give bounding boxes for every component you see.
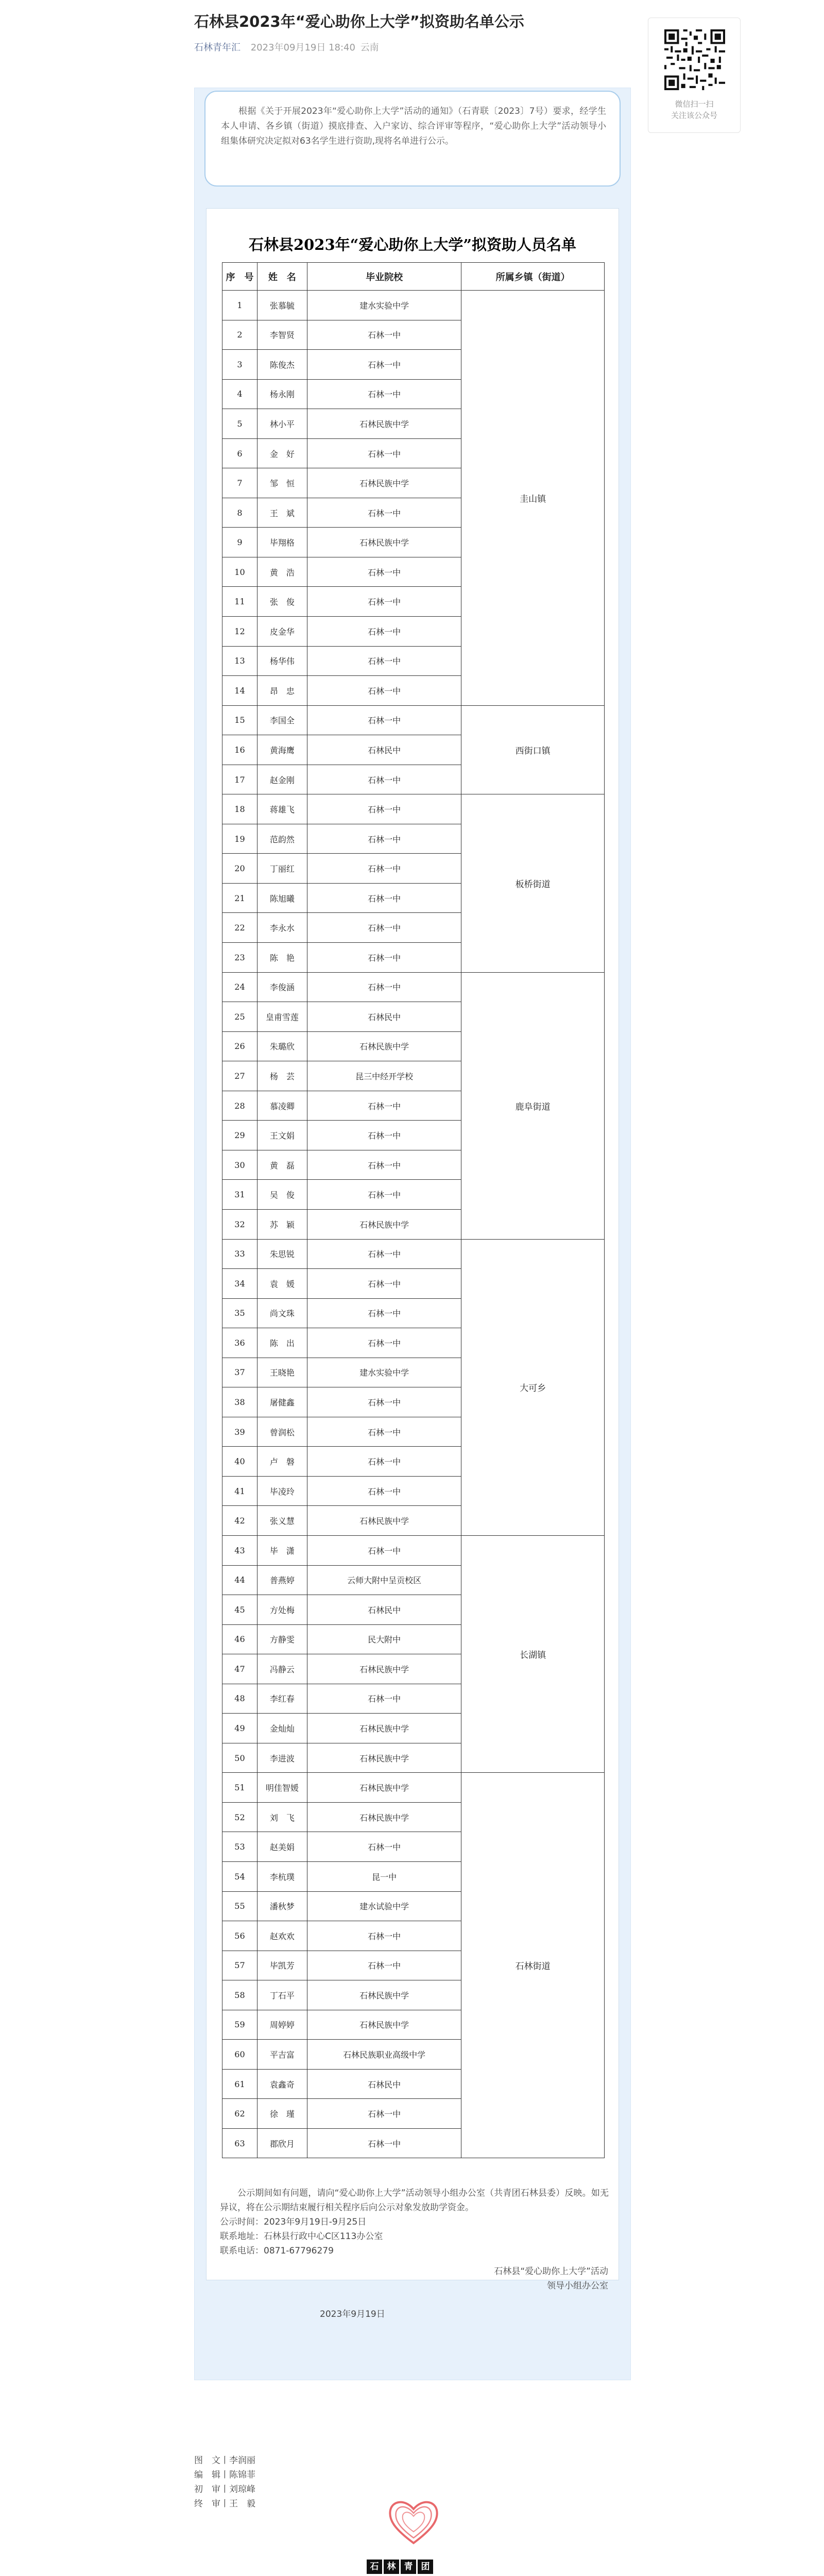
qr-caption-scan: 微信扫一扫 — [675, 99, 714, 109]
brand-char: 青 — [401, 2560, 416, 2574]
name-cell: 李杭璞 — [257, 1861, 307, 1891]
school-cell: 民大附中 — [307, 1624, 461, 1654]
index-cell: 23 — [222, 943, 258, 973]
name-cell: 张慕毓 — [257, 291, 307, 320]
notice-period: 公示时间：2023年9月19日-9月25日 — [220, 2217, 367, 2227]
school-cell: 石林一中 — [307, 1239, 461, 1269]
index-cell: 37 — [222, 1358, 258, 1387]
name-cell: 朱璐欣 — [257, 1031, 307, 1061]
name-cell: 屠健鑫 — [257, 1387, 307, 1417]
school-cell: 石林一中 — [307, 1150, 461, 1180]
index-cell: 19 — [222, 824, 258, 854]
name-cell: 李进波 — [257, 1743, 307, 1773]
name-cell: 赵金刚 — [257, 765, 307, 794]
name-cell: 平吉富 — [257, 2040, 307, 2070]
name-cell: 张 俊 — [257, 587, 307, 617]
school-cell: 石林民族中学 — [307, 1980, 461, 2010]
article-meta — [194, 40, 379, 54]
index-cell: 42 — [222, 1506, 258, 1536]
name-cell: 李俊涵 — [257, 972, 307, 1002]
school-cell: 石林民中 — [307, 735, 461, 765]
name-cell: 杨华伟 — [257, 646, 307, 676]
school-cell: 石林一中 — [307, 379, 461, 409]
index-cell: 31 — [222, 1180, 258, 1210]
school-cell: 石林一中 — [307, 1387, 461, 1417]
signature-office: 领导小组办公室 — [547, 2281, 608, 2291]
name-cell: 周婷婷 — [257, 2010, 307, 2040]
index-cell: 61 — [222, 2069, 258, 2099]
index-cell: 16 — [222, 735, 258, 765]
index-cell: 41 — [222, 1476, 258, 1506]
school-cell: 石林民族中学 — [307, 528, 461, 557]
name-cell: 黄海鹰 — [257, 735, 307, 765]
name-cell: 杨 芸 — [257, 1061, 307, 1091]
school-cell: 石林一中 — [307, 913, 461, 943]
index-cell: 36 — [222, 1328, 258, 1358]
school-cell: 石林一中 — [307, 765, 461, 794]
follow-qr-card[interactable] — [648, 18, 741, 133]
school-cell: 石林一中 — [307, 498, 461, 528]
index-cell: 59 — [222, 2010, 258, 2040]
index-cell: 14 — [222, 676, 258, 706]
school-cell: 石林民族职业高级中学 — [307, 2040, 461, 2070]
school-cell: 石林一中 — [307, 2128, 461, 2158]
school-cell: 石林民族中学 — [307, 1654, 461, 1684]
index-cell: 62 — [222, 2099, 258, 2129]
intro-box — [204, 91, 621, 187]
index-cell: 15 — [222, 705, 258, 735]
table-row — [222, 705, 605, 735]
intro-text: 根据《关于开展2023年“爱心助你上大学”活动的通知》（石青联〔2023〕7号）要求，经学生本人申请、各乡镇（街道）摸底排查、入户家访、综合评审等程序，“爱心助你上大学”活动领导小组集体研究决定拟对63名学生进行资助,现将名单进行公示。 — [221, 106, 606, 146]
index-cell: 43 — [222, 1535, 258, 1565]
school-cell: 建水试验中学 — [307, 1891, 461, 1921]
table-row — [222, 1773, 605, 1803]
name-cell: 毕 潇 — [257, 1535, 307, 1565]
header-name: 姓 名 — [257, 263, 307, 291]
name-cell: 朱思锐 — [257, 1239, 307, 1269]
name-cell: 明佳智媛 — [257, 1773, 307, 1803]
header-index: 序 号 — [222, 263, 258, 291]
name-cell: 李永水 — [257, 913, 307, 943]
index-cell: 46 — [222, 1624, 258, 1654]
index-cell: 57 — [222, 1951, 258, 1980]
notice-phone: 联系电话：0871-67796279 — [220, 2246, 334, 2256]
index-cell: 12 — [222, 617, 258, 647]
index-cell: 40 — [222, 1447, 258, 1477]
table-row — [222, 972, 605, 1002]
heart-logo-icon — [385, 2494, 442, 2550]
name-cell: 丁石平 — [257, 1980, 307, 2010]
name-cell: 刘 飞 — [257, 1802, 307, 1832]
school-cell: 石林一中 — [307, 794, 461, 824]
school-cell: 石林一中 — [307, 1121, 461, 1150]
school-cell: 石林一中 — [307, 438, 461, 468]
index-cell: 49 — [222, 1714, 258, 1743]
index-cell: 39 — [222, 1417, 258, 1447]
school-cell: 石林一中 — [307, 1417, 461, 1447]
index-cell: 13 — [222, 646, 258, 676]
school-cell: 石林一中 — [307, 2099, 461, 2129]
school-cell: 石林一中 — [307, 1921, 461, 1951]
name-cell: 金灿灿 — [257, 1714, 307, 1743]
brand-bar — [367, 2560, 433, 2574]
index-cell: 47 — [222, 1654, 258, 1684]
index-cell: 8 — [222, 498, 258, 528]
index-cell: 10 — [222, 557, 258, 587]
table-row — [222, 794, 605, 824]
name-cell: 吴 俊 — [257, 1180, 307, 1210]
index-cell: 21 — [222, 883, 258, 913]
name-cell: 陈旭曦 — [257, 883, 307, 913]
name-cell: 昂 忠 — [257, 676, 307, 706]
name-cell: 陈 艳 — [257, 943, 307, 973]
index-cell: 55 — [222, 1891, 258, 1921]
school-cell: 石林一中 — [307, 1535, 461, 1565]
name-cell: 范韵然 — [257, 824, 307, 854]
name-cell: 冯静云 — [257, 1654, 307, 1684]
school-cell: 石林民族中学 — [307, 1802, 461, 1832]
name-cell: 杨永刚 — [257, 379, 307, 409]
school-cell: 石林一中 — [307, 1832, 461, 1862]
name-cell: 毕凌玲 — [257, 1476, 307, 1506]
roster-document — [206, 208, 619, 2319]
school-cell: 昆三中经开学校 — [307, 1061, 461, 1091]
index-cell: 30 — [222, 1150, 258, 1180]
index-cell: 4 — [222, 379, 258, 409]
school-cell: 石林民族中学 — [307, 468, 461, 498]
index-cell: 17 — [222, 765, 258, 794]
name-cell: 李智贤 — [257, 320, 307, 350]
account-name-link[interactable]: 石林青年汇 — [194, 42, 241, 53]
index-cell: 54 — [222, 1861, 258, 1891]
school-cell: 石林一中 — [307, 587, 461, 617]
table-row — [222, 291, 605, 320]
name-cell: 赵美娟 — [257, 1832, 307, 1862]
name-cell: 方处梅 — [257, 1595, 307, 1625]
brand-char: 团 — [418, 2560, 433, 2574]
school-cell: 石林一中 — [307, 883, 461, 913]
name-cell: 陈 出 — [257, 1328, 307, 1358]
school-cell: 石林民中 — [307, 2069, 461, 2099]
school-cell: 石林一中 — [307, 943, 461, 973]
credit-line: 终 审丨王 毅 — [194, 2499, 255, 2509]
name-cell: 王文娟 — [257, 1121, 307, 1150]
index-cell: 20 — [222, 854, 258, 884]
index-cell: 34 — [222, 1269, 258, 1299]
school-cell: 石林一中 — [307, 320, 461, 350]
name-cell: 王 斌 — [257, 498, 307, 528]
school-cell: 石林一中 — [307, 350, 461, 380]
school-cell: 石林民族中学 — [307, 409, 461, 439]
index-cell: 27 — [222, 1061, 258, 1091]
school-cell: 石林一中 — [307, 1091, 461, 1121]
credit-line: 编 辑丨陈锦菲 — [194, 2470, 255, 2480]
index-cell: 56 — [222, 1921, 258, 1951]
school-cell: 石林民中 — [307, 1595, 461, 1625]
name-cell: 丁丽红 — [257, 854, 307, 884]
name-cell: 陈俊杰 — [257, 350, 307, 380]
name-cell: 袁 媛 — [257, 1269, 307, 1299]
index-cell: 60 — [222, 2040, 258, 2070]
index-cell: 33 — [222, 1239, 258, 1269]
signature-block — [402, 2264, 608, 2293]
index-cell: 24 — [222, 972, 258, 1002]
school-cell: 石林民族中学 — [307, 1031, 461, 1061]
index-cell: 7 — [222, 468, 258, 498]
header-school: 毕业院校 — [307, 263, 461, 291]
credits-block — [194, 2453, 255, 2511]
roster-table — [222, 262, 605, 2158]
town-cell: 西街口镇 — [461, 705, 605, 794]
school-cell: 石林一中 — [307, 1447, 461, 1477]
school-cell: 云师大附中呈贡校区 — [307, 1565, 461, 1595]
index-cell: 35 — [222, 1298, 258, 1328]
article-title: 石林县2023年“爱心助你上大学”拟资助名单公示 — [194, 13, 524, 30]
index-cell: 63 — [222, 2128, 258, 2158]
index-cell: 44 — [222, 1565, 258, 1595]
signature-date: 2023年9月19日 — [320, 2309, 385, 2319]
name-cell: 李国全 — [257, 705, 307, 735]
school-cell: 建水实验中学 — [307, 291, 461, 320]
qr-caption-follow: 关注该公众号 — [671, 111, 717, 120]
index-cell: 50 — [222, 1743, 258, 1773]
index-cell: 51 — [222, 1773, 258, 1803]
qr-code-icon — [664, 29, 725, 90]
name-cell: 苏 颖 — [257, 1209, 307, 1239]
school-cell: 石林一中 — [307, 1951, 461, 1980]
index-cell: 2 — [222, 320, 258, 350]
name-cell: 金 好 — [257, 438, 307, 468]
index-cell: 5 — [222, 409, 258, 439]
name-cell: 蒋雄飞 — [257, 794, 307, 824]
school-cell: 石林民族中学 — [307, 2010, 461, 2040]
notice-address: 联系地址：石林县行政中心C区113办公室 — [220, 2231, 383, 2242]
name-cell: 袁鑫奇 — [257, 2069, 307, 2099]
notice-block — [220, 2186, 609, 2258]
credit-line: 图 文丨李润丽 — [194, 2455, 255, 2466]
school-cell: 石林民族中学 — [307, 1773, 461, 1803]
school-cell: 石林一中 — [307, 854, 461, 884]
school-cell: 石林一中 — [307, 1298, 461, 1328]
name-cell: 毕翔格 — [257, 528, 307, 557]
name-cell: 曾润松 — [257, 1417, 307, 1447]
school-cell: 石林一中 — [307, 646, 461, 676]
school-cell: 石林一中 — [307, 617, 461, 647]
name-cell: 皇甫雪莲 — [257, 1002, 307, 1032]
index-cell: 1 — [222, 291, 258, 320]
name-cell: 林小平 — [257, 409, 307, 439]
name-cell: 徐 瑾 — [257, 2099, 307, 2129]
school-cell: 石林一中 — [307, 1684, 461, 1714]
name-cell: 普燕婷 — [257, 1565, 307, 1595]
name-cell: 张义慧 — [257, 1506, 307, 1536]
school-cell: 石林民族中学 — [307, 1743, 461, 1773]
school-cell: 石林民族中学 — [307, 1714, 461, 1743]
school-cell: 建水实验中学 — [307, 1358, 461, 1387]
school-cell: 石林民族中学 — [307, 1209, 461, 1239]
school-cell: 昆一中 — [307, 1861, 461, 1891]
name-cell: 潘秋梦 — [257, 1891, 307, 1921]
index-cell: 28 — [222, 1091, 258, 1121]
roster-body — [222, 291, 605, 2158]
roster-header-row — [222, 263, 605, 291]
name-cell: 郡欣月 — [257, 2128, 307, 2158]
school-cell: 石林一中 — [307, 824, 461, 854]
name-cell: 卢 磐 — [257, 1447, 307, 1477]
index-cell: 32 — [222, 1209, 258, 1239]
school-cell: 石林民中 — [307, 1002, 461, 1032]
town-cell: 圭山镇 — [461, 291, 605, 706]
school-cell: 石林一中 — [307, 676, 461, 706]
index-cell: 22 — [222, 913, 258, 943]
school-cell: 石林一中 — [307, 557, 461, 587]
name-cell: 方静雯 — [257, 1624, 307, 1654]
name-cell: 皮金华 — [257, 617, 307, 647]
name-cell: 邹 恒 — [257, 468, 307, 498]
name-cell: 毕凯芳 — [257, 1951, 307, 1980]
school-cell: 石林民族中学 — [307, 1506, 461, 1536]
name-cell: 黄 磊 — [257, 1150, 307, 1180]
school-cell: 石林一中 — [307, 1476, 461, 1506]
publish-time: 2023年09月19日 18:40 — [250, 42, 355, 53]
publish-location: 云南 — [360, 42, 379, 53]
town-cell: 板桥街道 — [461, 794, 605, 972]
index-cell: 3 — [222, 350, 258, 380]
school-cell: 石林一中 — [307, 1180, 461, 1210]
table-row — [222, 1535, 605, 1565]
index-cell: 29 — [222, 1121, 258, 1150]
brand-char: 石 — [367, 2560, 382, 2574]
index-cell: 26 — [222, 1031, 258, 1061]
index-cell: 18 — [222, 794, 258, 824]
index-cell: 25 — [222, 1002, 258, 1032]
town-cell: 鹿阜街道 — [461, 972, 605, 1239]
name-cell: 尚文珠 — [257, 1298, 307, 1328]
signature-org: 石林县“爱心助你上大学”活动 — [494, 2266, 608, 2277]
name-cell: 赵欢欢 — [257, 1921, 307, 1951]
index-cell: 9 — [222, 528, 258, 557]
town-cell: 长湖镇 — [461, 1535, 605, 1772]
town-cell: 石林街道 — [461, 1773, 605, 2158]
school-cell: 石林一中 — [307, 705, 461, 735]
index-cell: 6 — [222, 438, 258, 468]
credit-line: 初 审丨刘琼峰 — [194, 2484, 255, 2495]
index-cell: 11 — [222, 587, 258, 617]
school-cell: 石林一中 — [307, 1269, 461, 1299]
school-cell: 石林一中 — [307, 972, 461, 1002]
table-row — [222, 1239, 605, 1269]
name-cell: 李红春 — [257, 1684, 307, 1714]
index-cell: 38 — [222, 1387, 258, 1417]
brand-char: 林 — [384, 2560, 399, 2574]
town-cell: 大可乡 — [461, 1239, 605, 1535]
index-cell: 48 — [222, 1684, 258, 1714]
name-cell: 慕凌卿 — [257, 1091, 307, 1121]
name-cell: 王晓艳 — [257, 1358, 307, 1387]
index-cell: 45 — [222, 1595, 258, 1625]
index-cell: 58 — [222, 1980, 258, 2010]
index-cell: 53 — [222, 1832, 258, 1862]
name-cell: 黄 浩 — [257, 557, 307, 587]
header-town: 所属乡镇（街道） — [461, 263, 605, 291]
school-cell: 石林一中 — [307, 1328, 461, 1358]
notice-paragraph: 公示期间如有问题，请向“爱心助你上大学”活动领导小组办公室（共青团石林县委）反映。如无异议，将在公示期结束履行相关程序后向公示对象发放助学资金。 — [220, 2188, 609, 2213]
index-cell: 52 — [222, 1802, 258, 1832]
roster-title: 石林县2023年“爱心助你上大学”拟资助人员名单 — [248, 236, 577, 253]
